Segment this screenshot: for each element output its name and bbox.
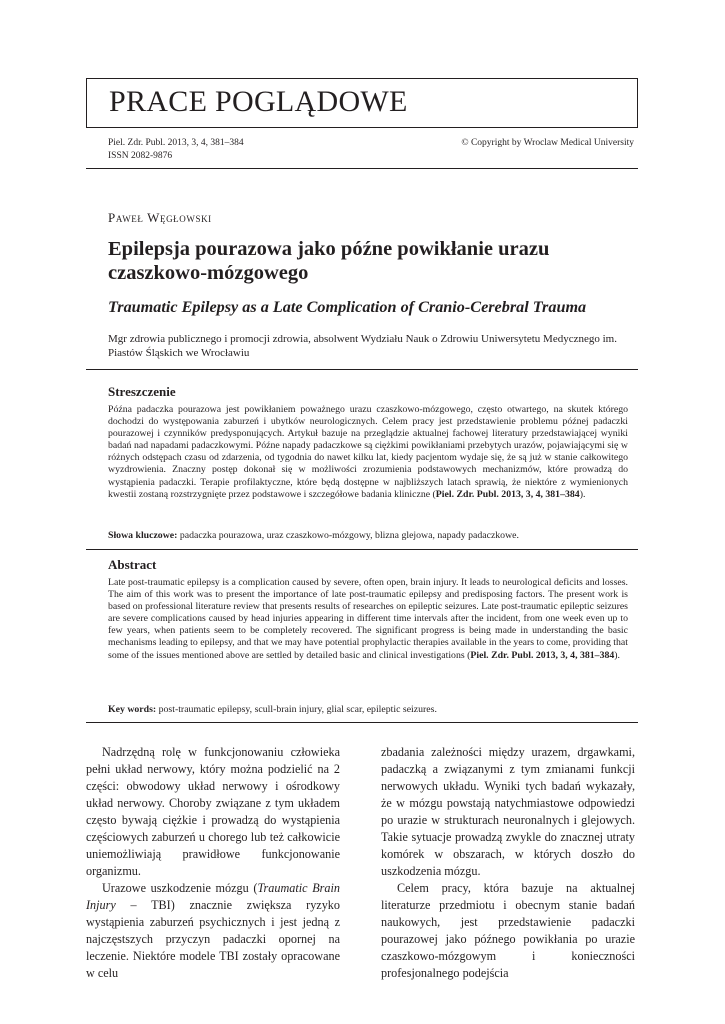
body-paragraph: Celem pracy, która bazuje na aktualnej literaturze przedmiotu i obecnym stanie badań naukowych, jest przedstawienie padaczki pourazowej jako późnego powikłania po urazie czaszkowo-mózgowym i konieczności profesjonalnego podejścia xyxy=(381,881,635,980)
divider-mid xyxy=(86,549,638,550)
divider-bottom xyxy=(86,722,638,723)
body-paragraph: Nadrzędną rolę w funkcjonowaniu człowieka pełni układ nerwowy, który można podzielić na 2 części: obwodowy układ nerwowy i ośrodkowy układ nerwowy. Choroby związane z tym układem często bywają ciężkie i prowadzą do wystąpienia częściowych zaburzeń u chorego lub też całkowicie uniemożliwiają prawidłowe funkcjonowanie organizmu. xyxy=(86,745,340,878)
author-name: Paweł Węgłowski xyxy=(108,210,212,225)
abstract-ref: Piel. Zdr. Publ. 2013, 3, 4, 381–384 xyxy=(470,649,615,661)
abstract-keywords xyxy=(108,704,633,716)
section-title: PRACE POGLĄDOWE xyxy=(109,85,408,118)
title-polish: Epilepsja pourazowa jako późne powikłanie urazu czaszkowo-mózgowego xyxy=(108,238,550,284)
citation-block xyxy=(108,137,244,163)
keywords-en: post-traumatic epilepsy, scull-brain injury, glial scar, epileptic seizures. xyxy=(156,704,437,715)
journal-meta xyxy=(86,133,638,169)
streszczenie-text xyxy=(108,404,628,501)
body-column-right xyxy=(381,744,635,982)
issn: ISSN 2082-9876 xyxy=(108,151,173,161)
abstract-text xyxy=(108,577,628,662)
citation: Piel. Zdr. Publ. 2013, 3, 4, 381–384 xyxy=(108,138,244,148)
keywords-pl: padaczka pourazowa, uraz czaszkowo-mózgowy, blizna glejowa, napady padaczkowe. xyxy=(177,530,519,541)
body-italic-term: Traumatic Brain Injury xyxy=(86,881,340,912)
body-text: – TBI) znacznie zwiększa ryzyko wystąpienia zaburzeń psychicznych i jest jedną z najczęstszych przyczyn padaczki opornej na leczenie. Niektóre modele TBI zostały opracowane w celu xyxy=(86,898,340,980)
body-column-left xyxy=(86,744,340,982)
keywords-label-pl: Słowa kluczowe: xyxy=(108,530,178,541)
title-english: Traumatic Epilepsy as a Late Complication of Cranio-Cerebral Trauma xyxy=(108,298,587,316)
streszczenie-ref-close: ). xyxy=(579,488,586,500)
body-paragraph: zbadania zależności między urazem, drgawkami, padaczką a związanymi z tym zmianami funkcji nerwowych układu. Wyniki tych badań wykazały, że w mózgu powstają natychmiastowe odpowiedzi po urazie w strukturach neuronalnych i glejowych. Takie sytuacje prowadzą zwykle do znacznej utraty komórek w obszarach, w których doszło do uszkodzenia mózgu. xyxy=(381,745,635,878)
body-text: Urazowe uszkodzenie mózgu ( xyxy=(102,881,258,895)
abstract-body: Late post-traumatic epilepsy is a complication caused by severe, often open, brain injury. It leads to neurological deficits and losses. The aim of this work was to present the importance of late post-traumatic epilepsy and predisposing factors. The present work is based on professional literature review that presents results of researches on epileptic seizures. Late post-traumatic epileptic seizures are severe complications caused by head injuries appearing in different time intervals after the incident, from one week even up to few years, when patients seem to be completely recovered. The significant progress is being made in understanding the basic mechanisms leading to epilepsy, and that we may have potential prophylactic therapies available in the years to come, providing that some of the issues mentioned above are settled by detailed basic and clinical investigations ( xyxy=(108,577,628,661)
keywords-label-en: Key words: xyxy=(108,704,157,715)
abstract-heading: Abstract xyxy=(108,557,157,572)
streszczenie-body: Późna padaczka pourazowa jest powikłaniem poważnego urazu czaszkowo-mózgowego, często otwartego, na skutek którego dochodzi do występowania zaburzeń i ubytków neurologicznych. Celem pracy jest przedstawienie problemu późnej padaczki pourazowej i czynników predysponujących. Artykuł bazuje na przeglądzie aktualnej fachowej literatury przedstawiającej wyniki badań nad napadami padaczkowymi. Późne napady padaczkowe są ciężkimi powikłaniami przebytych urazów, pojawiającymi się w różnych odstępach czasu od zdarzenia, od tygodnia do nawet kilku lat, kiedy pacjentom wydaje się, że są już w stanie całkowitego wyzdrowienia. Znaczny postęp dokonał się w możliwości zrozumienia podstawowych mechanizmów, które prowadzą do wystąpienia padaczki. Terapie profilaktyczne, które będą dostępne w najbliższych latach sprawią, że niektóre z wymienionych kwestii zostaną rozstrzygnięte przez podstawowe i szczegółowe badania kliniczne ( xyxy=(108,404,628,500)
streszczenie-keywords xyxy=(108,530,633,542)
streszczenie-ref: Piel. Zdr. Publ. 2013, 3, 4, 381–384 xyxy=(435,488,580,500)
affiliation: Mgr zdrowia publicznego i promocji zdrowia, absolwent Wydziału Nauk o Zdrowiu Uniwersytetu Medycznego im. Piastów Śląskich we Wrocławiu xyxy=(108,333,617,359)
streszczenie-heading: Streszczenie xyxy=(108,384,176,399)
divider-top xyxy=(86,369,638,370)
copyright: © Copyright by Wroclaw Medical University xyxy=(461,138,634,148)
abstract-ref-close: ). xyxy=(614,649,620,661)
body-paragraph xyxy=(86,880,340,982)
section-header-box xyxy=(86,78,638,128)
